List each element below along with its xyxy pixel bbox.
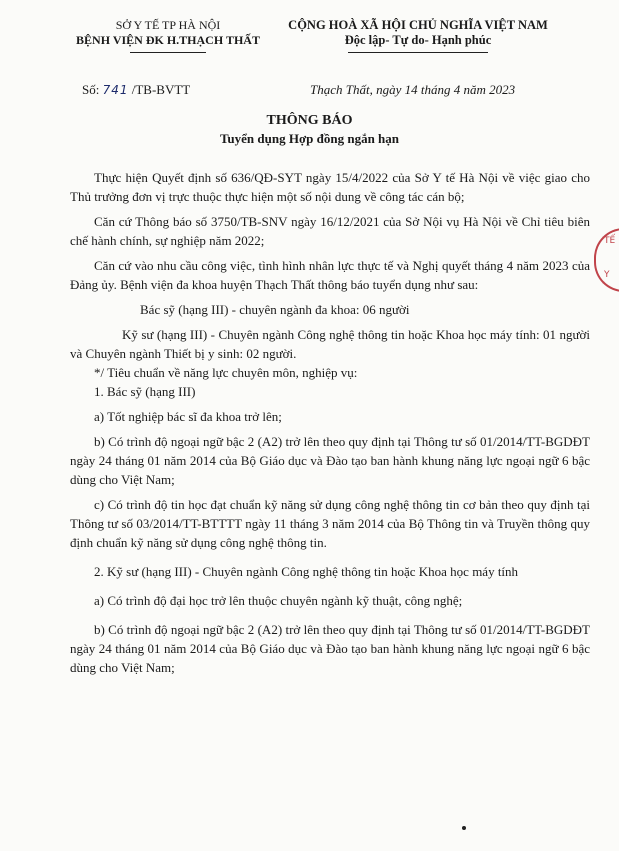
number-prefix: Số:: [82, 82, 100, 97]
paragraph-2: Căn cứ Thông báo số 3750/TB-SNV ngày 16/12/2021 của Sở Nội vụ Hà Nội về Chỉ tiêu biên chế hành chính, sự nghiệp năm 2022;: [70, 214, 590, 248]
document-body: [70, 168, 590, 677]
section-1-c: c) Có trình độ tin học đạt chuẩn kỹ năng sử dụng công nghệ thông tin cơ bản theo quy định tại Thông tư số 03/2014/TT-BTTTT ngày 11 tháng 3 năm 2014 của Bộ Thông tin và Truyền thông quy định chuẩn kỹ năng sử dụng công nghệ thông tin.: [70, 497, 590, 550]
number-suffix: /TB-BVTT: [131, 82, 191, 97]
motto: Độc lập- Tự do- Hạnh phúc: [344, 33, 492, 47]
document-subtitle: Tuyển dụng Hợp đồng ngắn hạn: [219, 131, 400, 146]
nation-name: CỘNG HOÀ XÃ HỘI CHỦ NGHĨA VIỆT NAM: [288, 18, 548, 32]
handwritten-number: 741: [102, 83, 129, 97]
criteria-heading: */ Tiêu chuẩn về năng lực chuyên môn, nghiệp vụ:: [94, 365, 358, 380]
position-doctor: Bác sỹ (hạng III) - chuyên ngành đa khoa: 06 người: [140, 302, 410, 317]
issuer-block: [68, 18, 268, 48]
issuer-name: BỆNH VIỆN ĐK H.THẠCH THẤT: [76, 33, 260, 47]
section-1-b: b) Có trình độ ngoại ngữ bậc 2 (A2) trở lên theo quy định tại Thông tư số 01/2014/TT-BGDĐT ngày 24 tháng 01 năm 2014 của Bộ Giáo dục và Đào tạo ban hành khung năng lực ngoại ngữ 6 bậc dùng cho Việt Nam;: [70, 434, 590, 487]
section-2-b: b) Có trình độ ngoại ngữ bậc 2 (A2) trở lên theo quy định tại Thông tư số 01/2014/TT-BGDĐT ngày 24 tháng 01 năm 2014 của Bộ Giáo dục và Đào tạo ban hành khung năng lực ngoại ngữ 6 bậc dùng cho Việt Nam;: [70, 622, 590, 675]
document-title: THÔNG BÁO: [266, 113, 353, 128]
motto-underline: [348, 52, 488, 53]
stamp-text-2: Y: [604, 270, 610, 280]
section-2-a: a) Có trình độ đại học trở lên thuộc chuyên ngành kỹ thuật, công nghệ;: [94, 593, 463, 608]
paragraph-1: Thực hiện Quyết định số 636/QĐ-SYT ngày 15/4/2022 của Sở Y tế Hà Nội về việc giao cho Thủ trưởng đơn vị trực thuộc thực hiện một số nội dung về công tác cán bộ;: [70, 170, 590, 204]
ink-dot: [462, 826, 466, 830]
national-header: [278, 18, 558, 48]
section-2-heading: 2. Kỹ sư (hạng III) - Chuyên ngành Công nghệ thông tin hoặc Khoa học máy tính: [94, 564, 519, 579]
issuer-underline: [130, 52, 206, 53]
section-1-heading: 1. Bác sỹ (hạng III): [94, 384, 196, 399]
position-engineer: Kỹ sư (hạng III) - Chuyên ngành Công nghệ thông tin hoặc Khoa học máy tính: 01 người và Chuyên ngành Thiết bị y sinh: 02 người.: [70, 327, 590, 361]
issuer-parent: SỞ Y TẾ TP HÀ NỘI: [115, 18, 221, 32]
red-seal-stamp: [594, 228, 619, 292]
place-date: Thạch Thất, ngày 14 tháng 4 năm 2023: [310, 82, 516, 97]
stamp-text-1: TẾ: [604, 236, 616, 246]
document-number: [82, 82, 190, 98]
paragraph-3: Căn cứ vào nhu cầu công việc, tình hình nhân lực thực tế và Nghị quyết tháng 4 năm 2023 của Đảng ủy. Bệnh viện đa khoa huyện Thạch Thất thông báo tuyển dụng như sau:: [70, 258, 590, 292]
section-1-a: a) Tốt nghiệp bác sĩ đa khoa trở lên;: [94, 409, 282, 424]
